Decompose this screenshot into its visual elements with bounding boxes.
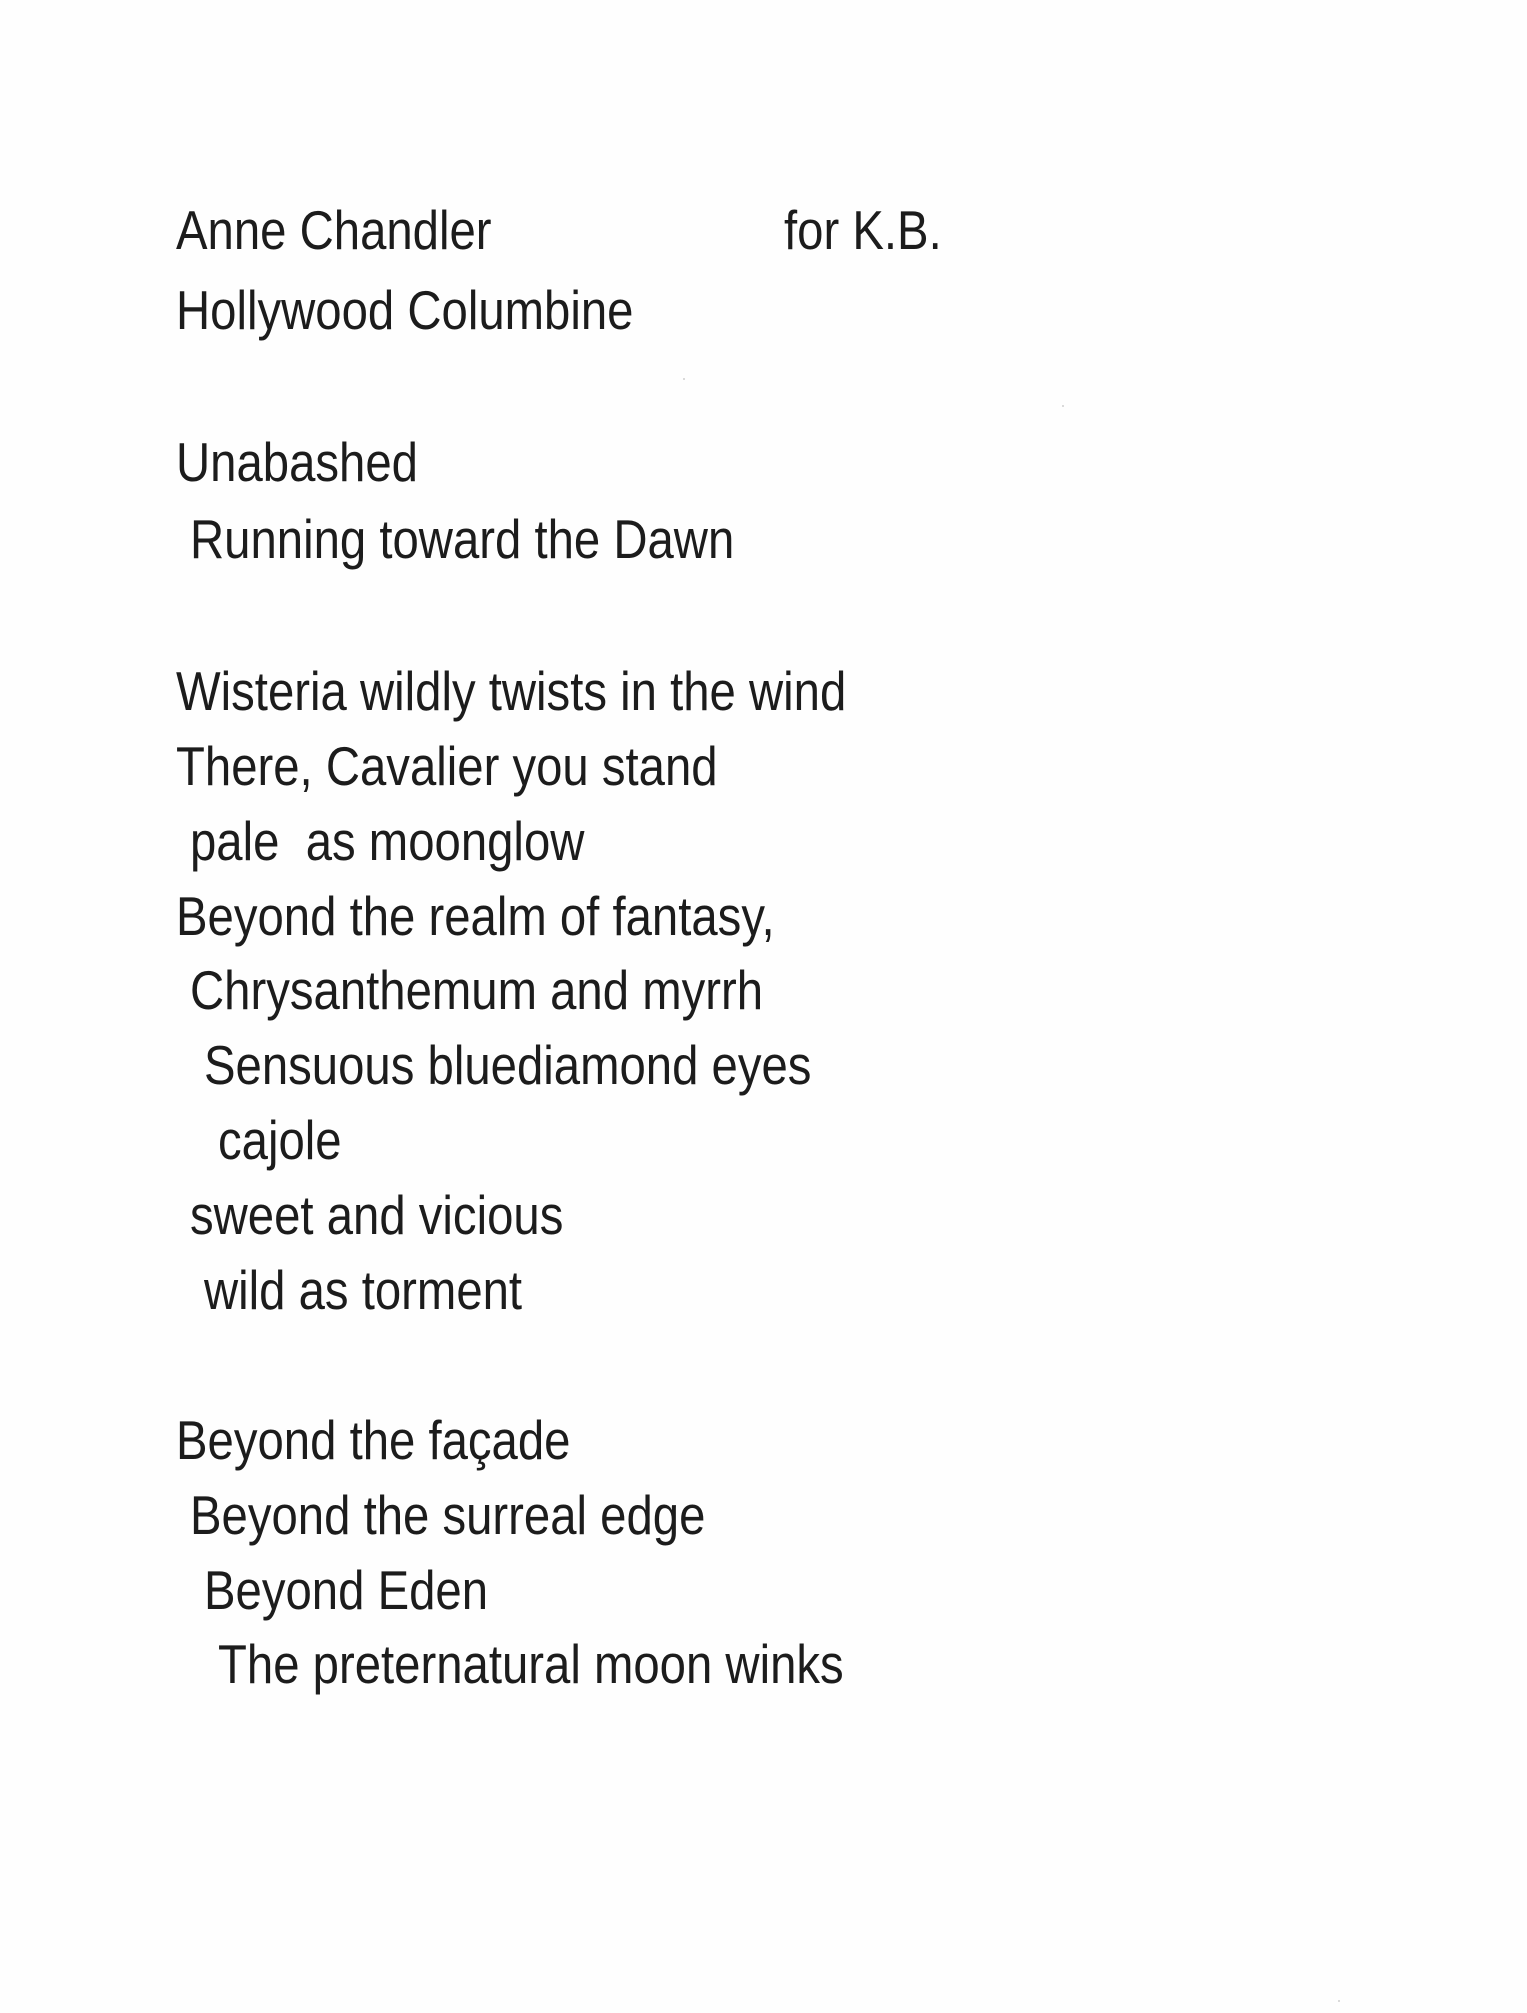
poem-line: Beyond Eden: [204, 1559, 489, 1621]
poem-line: Running toward the Dawn: [190, 508, 735, 570]
poem-line: cajole: [218, 1109, 342, 1171]
poem-line: Beyond the surreal edge: [190, 1484, 706, 1546]
author-name: Anne Chandler: [176, 199, 492, 261]
poem-line: pale as moonglow: [190, 810, 585, 872]
poem-line: Unabashed: [176, 431, 418, 493]
scan-speck: [1338, 2000, 1340, 2002]
poem-line: wild as torment: [204, 1259, 523, 1321]
poem-line: Wisteria wildly twists in the wind: [176, 660, 847, 722]
dedication: for K.B.: [784, 199, 942, 261]
poem-line: There, Cavalier you stand: [176, 735, 718, 797]
poem-line: Beyond the realm of fantasy,: [176, 885, 775, 947]
poem-line: sweet and vicious: [190, 1184, 564, 1246]
poem-line: Sensuous bluediamond eyes: [204, 1034, 812, 1096]
poem-line: Beyond the façade: [176, 1409, 571, 1471]
poem-title: Hollywood Columbine: [176, 279, 634, 341]
poem-line: The preternatural moon winks: [218, 1633, 844, 1695]
scan-speck: [683, 378, 685, 380]
scan-speck: [1062, 405, 1064, 407]
poem-line: Chrysanthemum and myrrh: [190, 959, 764, 1021]
